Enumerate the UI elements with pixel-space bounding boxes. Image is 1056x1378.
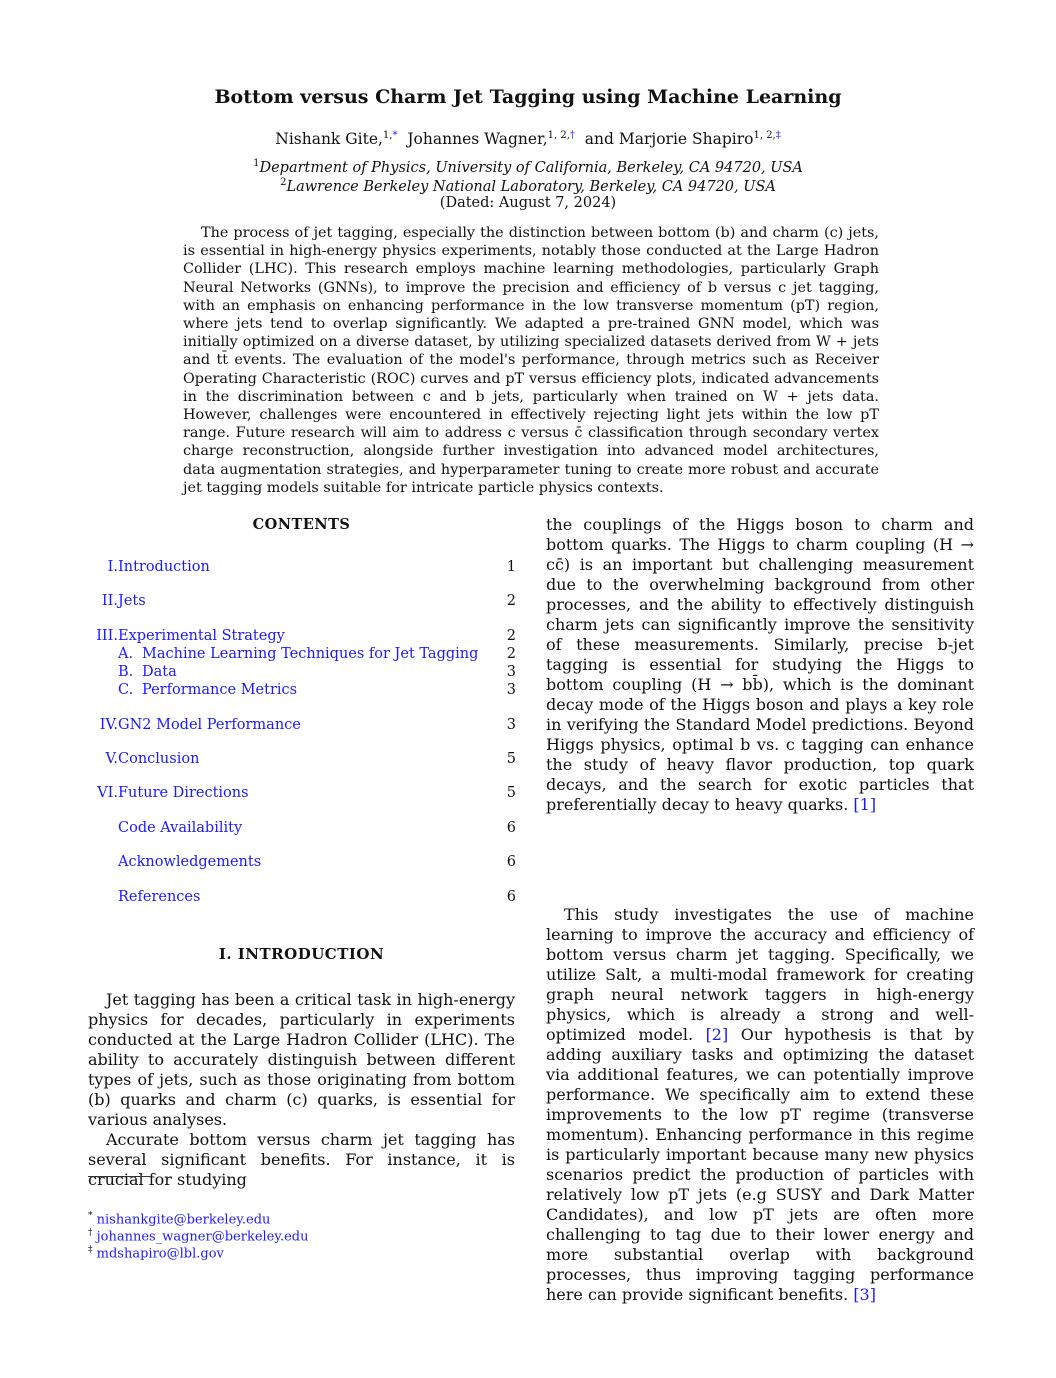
toc-link[interactable]: Jets bbox=[118, 593, 146, 609]
toc-entry[interactable] bbox=[88, 628, 516, 648]
toc-number: VI. bbox=[97, 785, 118, 801]
abstract: The process of jet tagging, especially the distinction between bottom (b) and charm (c) jets, is essential in high-energy physics experiments, notably those conducted at the Large Hadron Collider (LHC). This research employs machine learning methodologies, particularly Graph Neural Networks (GNNs), to improve the precision and efficiency of b versus c jet tagging, with an emphasis on enhancing performance in the low transverse momentum (pT) region, where jets tend to overlap significantly. We adapted a pre-trained GNN model, which was initially optimized on a diverse dataset, by utilizing specialized datasets derived from W + jets and tt̄ events. The evaluation of the model's performance, through metrics such as Receiver Operating Characteristic (ROC) curves and pT versus efficiency plots, indicated advancements in the discrimination between c and b jets, particularly when trained on W + jets data. However, challenges were encountered in effectively rejecting light jets within the low pT range. Future research will aim to address c versus c̄ classification through secondary vertex charge reconstruction, alongside further investigation into advanced model architectures, data augmentation strategies, and hyperparameter tuning to create more robust and accurate jet tagging models suitable for intricate particle physics contexts. bbox=[183, 225, 879, 496]
toc-link[interactable]: Introduction bbox=[118, 559, 210, 575]
toc-entry[interactable] bbox=[88, 751, 516, 771]
toc-entry[interactable] bbox=[88, 785, 516, 805]
paper-title: Bottom versus Charm Jet Tagging using Machine Learning bbox=[214, 86, 842, 108]
author-name: Nishank Gite, bbox=[275, 130, 383, 149]
toc-link[interactable]: Future Directions bbox=[118, 785, 249, 801]
affiliation-1 bbox=[0, 158, 1056, 176]
authors-and: and bbox=[584, 130, 614, 149]
email-link[interactable]: mdshapiro@lbl.gov bbox=[96, 1246, 224, 1262]
paragraph: Accurate bottom versus charm jet tagging has several significant benefits. For instance, it is crucial for studying bbox=[88, 1130, 515, 1189]
toc-link[interactable]: Acknowledgements bbox=[118, 854, 262, 870]
paragraph bbox=[546, 515, 974, 815]
toc-page: 3 bbox=[506, 664, 516, 680]
author-affil: 1, 2, bbox=[547, 130, 570, 141]
toc-entry[interactable] bbox=[88, 559, 516, 579]
right-column-text-2 bbox=[546, 905, 974, 1305]
email-link[interactable]: nishankgite@berkeley.edu bbox=[96, 1212, 271, 1228]
toc-page: 5 bbox=[506, 751, 516, 767]
affiliation-number: 2 bbox=[280, 177, 287, 188]
footnote-link[interactable]: * bbox=[392, 130, 398, 141]
toc-number: III. bbox=[96, 628, 118, 644]
citation-link[interactable]: [2] bbox=[705, 1025, 729, 1044]
toc-entry[interactable] bbox=[88, 682, 516, 702]
paragraph-text: Our hypothesis is that by adding auxiliary tasks and optimizing the dataset via additional features, we can potentially improve performance. We specifically aim to extend these improvements to the low pT regime (transverse momentum). Enhancing performance in this regime is particularly important because many new physics scenarios predict the production of particles with relatively low pT jets (e.g SUSY and Dark Matter Candidates), and low pT jets are often more challenging to tag due to their lower energy and more substantial overlap with background processes, thus improving tagging performance here can provide significant benefits. bbox=[546, 1025, 975, 1304]
toc-number: IV. bbox=[99, 717, 118, 733]
toc-entry[interactable] bbox=[88, 854, 516, 874]
toc-link[interactable]: Performance Metrics bbox=[142, 682, 298, 698]
introduction-text bbox=[88, 990, 515, 1190]
dated-line: (Dated: August 7, 2024) bbox=[439, 195, 617, 211]
citation-link[interactable]: [1] bbox=[853, 795, 877, 814]
toc-page: 5 bbox=[506, 785, 516, 801]
toc-page: 2 bbox=[506, 628, 516, 644]
affiliation-number: 1 bbox=[253, 158, 260, 169]
toc-number: V. bbox=[105, 751, 118, 767]
paragraph: Jet tagging has been a critical task in high-energy physics for decades, particularly in experiments conducted at the Large Hadron Collider (LHC). The ability to accurately distinguish between different types of jets, such as those originating from bottom (b) quarks and charm (c) quarks, is essential for various analyses. bbox=[88, 990, 515, 1129]
email-link[interactable]: johannes_wagner@berkeley.edu bbox=[96, 1229, 309, 1245]
toc-link[interactable]: References bbox=[118, 889, 201, 905]
toc-entry[interactable] bbox=[88, 717, 516, 737]
toc-page: 6 bbox=[506, 854, 516, 870]
toc-link[interactable]: GN2 Model Performance bbox=[118, 717, 301, 733]
affiliation-text: Department of Physics, University of California, Berkeley, CA 94720, USA bbox=[259, 159, 803, 176]
toc-page: 6 bbox=[506, 820, 516, 836]
paragraph-text: the couplings of the Higgs boson to charm and bottom quarks. The Higgs to charm coupling (H → cc̄) is an important but challenging measurement due to the overwhelming background from other processes, and the ability to effectively distinguish charm jets can significantly improve the sensitivity of these measurements. Similarly, precise b-jet tagging is essential for studying the Higgs to bottom coupling (H → bb̄), which is the dominant decay mode of the Higgs boson and plays a key role in verifying the Standard Model predictions. Beyond Higgs physics, optimal b vs. c tagging can enhance the study of heavy flavor production, top quark decays, and the search for exotic particles that preferentially decay to heavy quarks. bbox=[546, 515, 974, 814]
footnote-mark: † bbox=[88, 1228, 93, 1238]
author-affil: 1, 2, bbox=[753, 130, 776, 141]
toc-link[interactable]: Machine Learning Techniques for Jet Tagging bbox=[142, 646, 479, 662]
author-name: Marjorie Shapiro bbox=[618, 130, 754, 149]
toc-number: B. bbox=[118, 664, 134, 680]
footnote-mark: ‡ bbox=[88, 1245, 93, 1255]
toc-number: I. bbox=[107, 559, 118, 575]
author-list bbox=[0, 130, 1056, 148]
toc-entry[interactable] bbox=[88, 664, 516, 684]
citation-link[interactable]: [3] bbox=[853, 1285, 876, 1304]
toc-number: C. bbox=[118, 682, 134, 698]
toc-entry[interactable] bbox=[88, 820, 516, 840]
author-name: Johannes Wagner, bbox=[407, 130, 548, 149]
right-column-text-1 bbox=[546, 515, 974, 815]
toc-page: 2 bbox=[506, 646, 516, 662]
toc-number: II. bbox=[101, 593, 118, 609]
toc-link[interactable]: Conclusion bbox=[118, 751, 200, 767]
affiliation-2 bbox=[0, 177, 1056, 195]
paragraph-text: This study investigates the use of machine learning to improve the accuracy and efficiency of bottom versus charm jet tagging. Specifically, we utilize Salt, a multi-modal framework for creating graph neural network taggers in high-energy physics, which is already a strong and well-optimized model. bbox=[546, 905, 974, 1044]
footnote-mark: * bbox=[88, 1211, 93, 1221]
contents-heading: CONTENTS bbox=[252, 516, 351, 533]
author-affil: 1, bbox=[382, 130, 393, 141]
toc-entry[interactable] bbox=[88, 889, 516, 909]
toc-entry[interactable] bbox=[88, 646, 516, 666]
toc-page: 2 bbox=[506, 593, 516, 609]
section-heading-introduction: I. INTRODUCTION bbox=[218, 945, 385, 963]
toc-page: 6 bbox=[506, 889, 516, 905]
footnote-link[interactable]: † bbox=[569, 130, 575, 141]
footnote bbox=[88, 1242, 224, 1262]
paragraph bbox=[546, 905, 974, 1305]
toc-link[interactable]: Experimental Strategy bbox=[118, 628, 285, 644]
toc-page: 3 bbox=[506, 682, 516, 698]
toc-link[interactable]: Code Availability bbox=[118, 820, 243, 836]
affiliation-text: Lawrence Berkeley National Laboratory, Berkeley, CA 94720, USA bbox=[286, 178, 776, 195]
toc-entry[interactable] bbox=[88, 593, 516, 613]
footnote-rule bbox=[88, 1176, 150, 1177]
toc-number: A. bbox=[118, 646, 134, 662]
footnote-link[interactable]: ‡ bbox=[775, 130, 781, 141]
toc-page: 3 bbox=[506, 717, 516, 733]
toc-link[interactable]: Data bbox=[142, 664, 177, 680]
toc-page: 1 bbox=[506, 559, 516, 575]
